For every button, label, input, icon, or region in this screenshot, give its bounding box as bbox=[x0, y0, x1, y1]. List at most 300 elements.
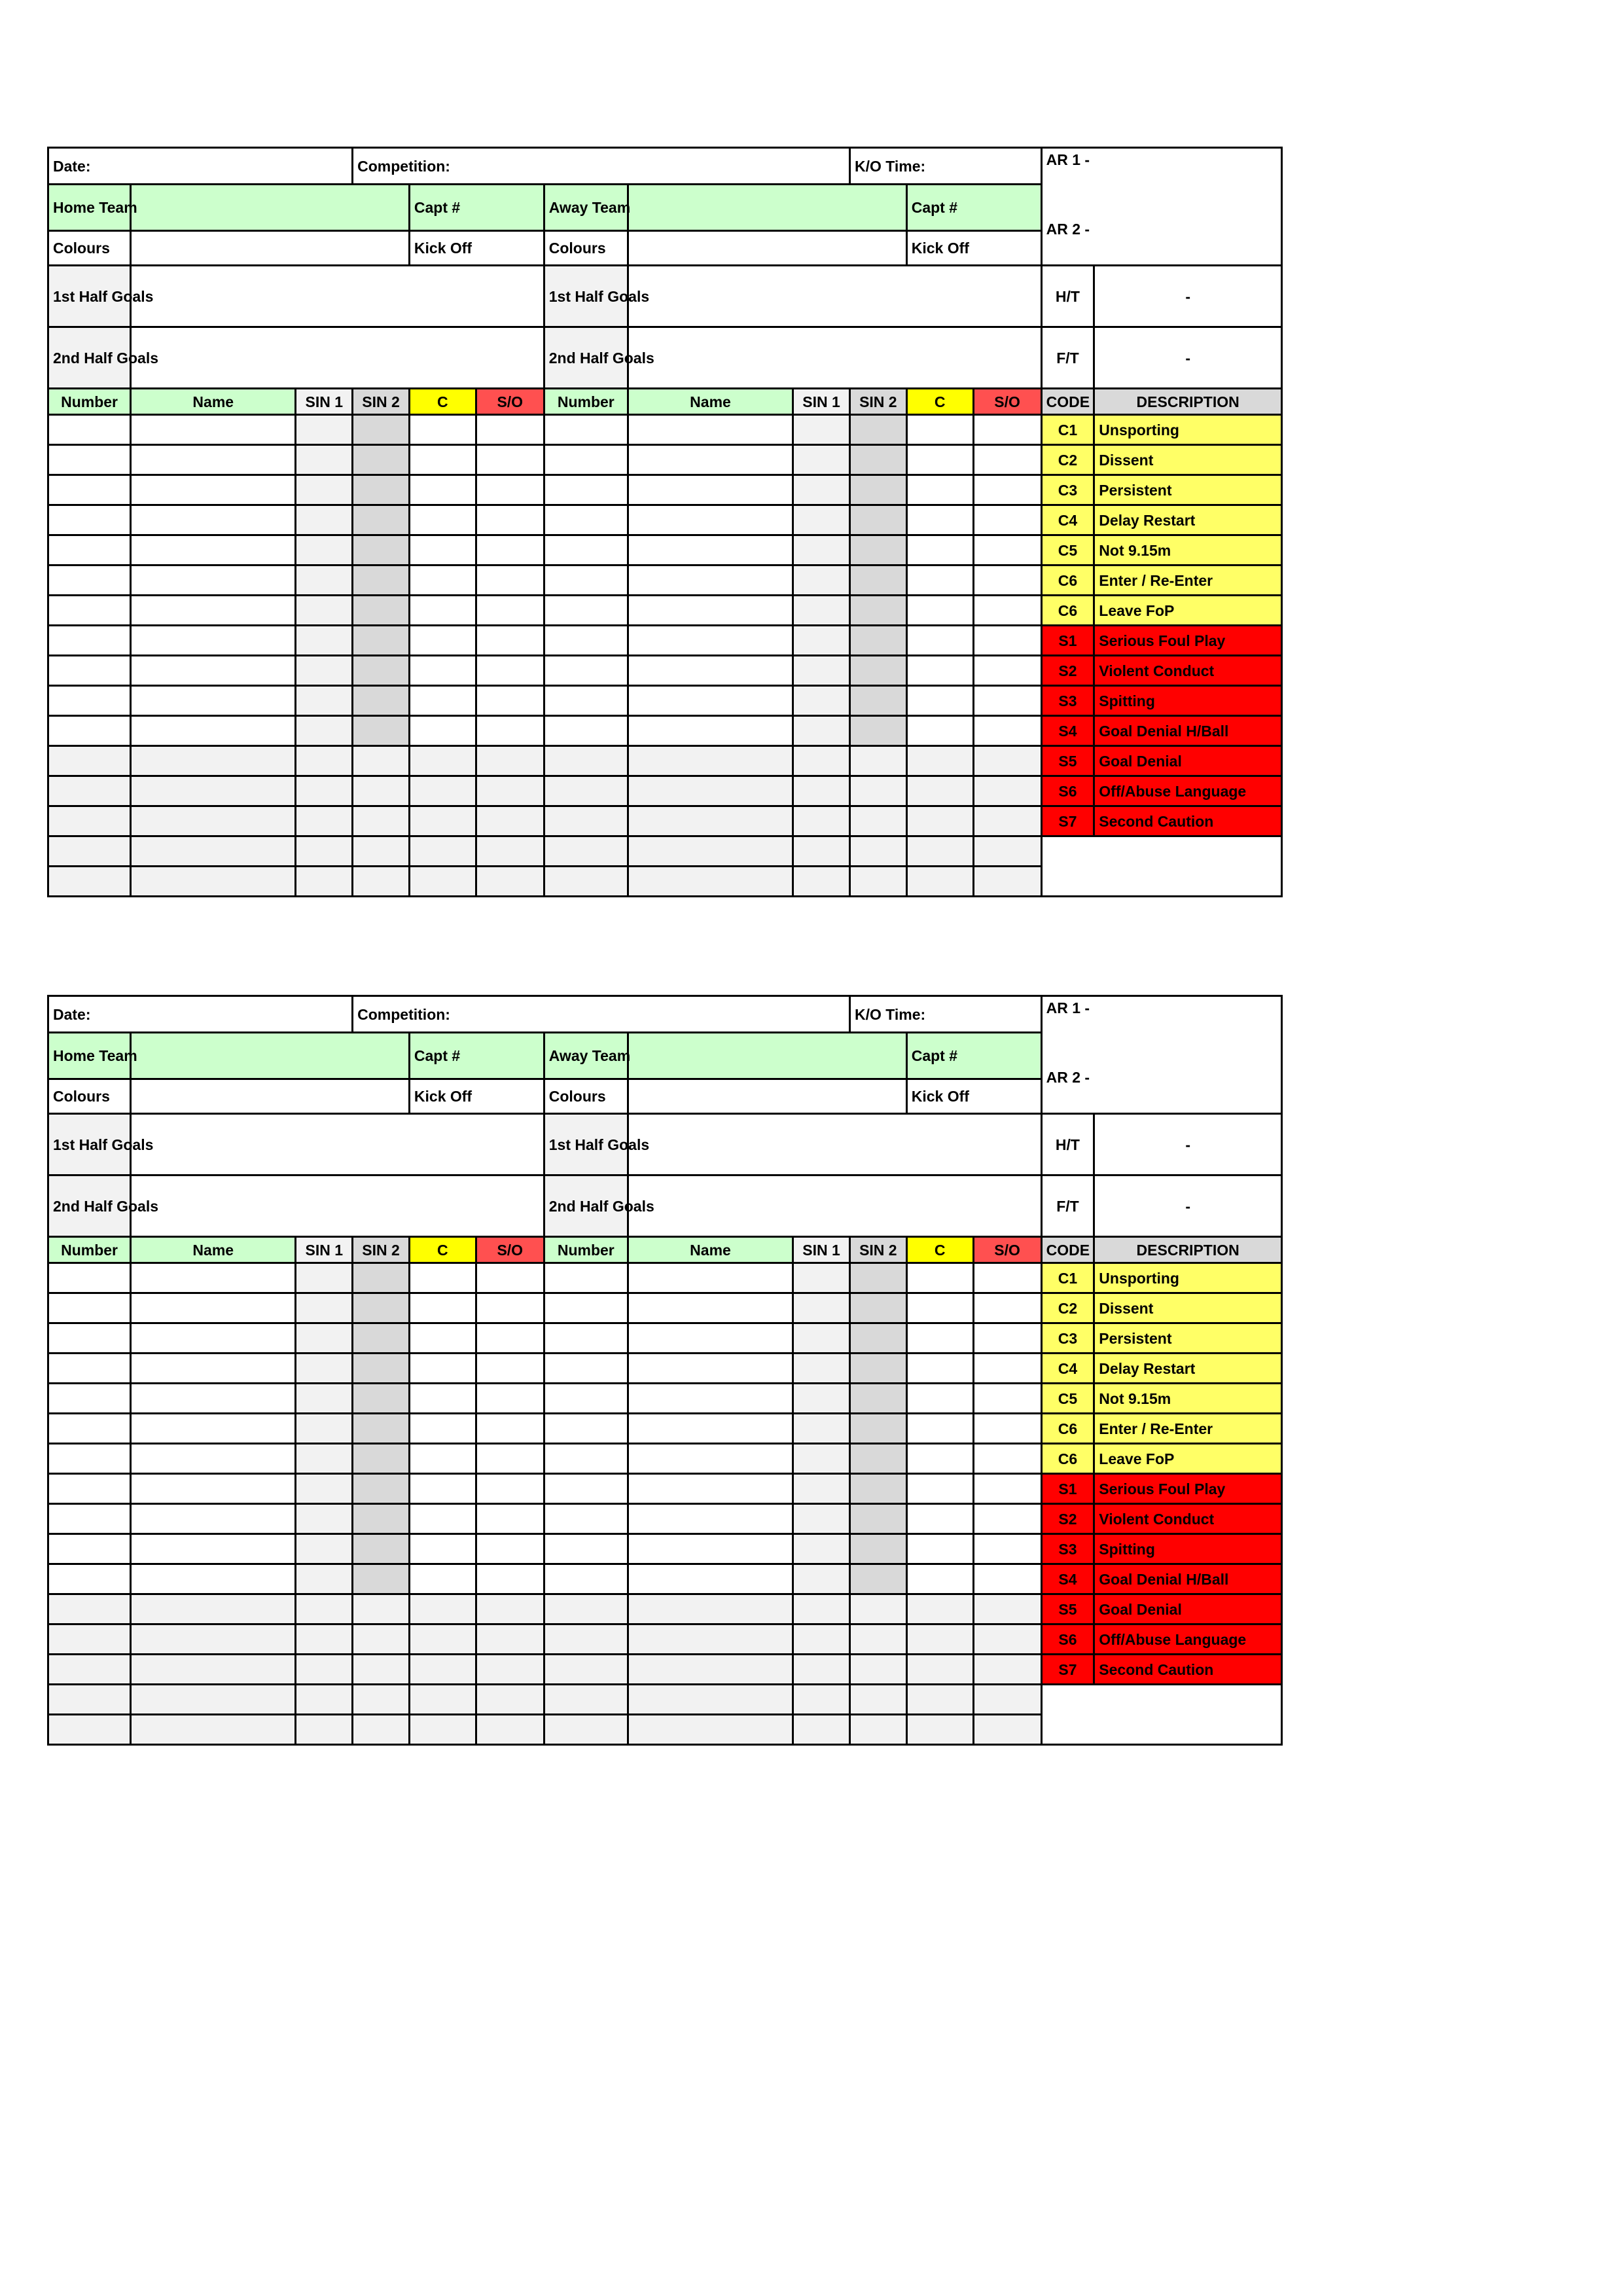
away-caution-cell[interactable] bbox=[906, 1504, 973, 1534]
away-sendoff-cell[interactable] bbox=[973, 716, 1041, 746]
home-sin2-cell[interactable] bbox=[353, 686, 410, 716]
home-sendoff-cell[interactable] bbox=[476, 1655, 544, 1685]
home-player-name-cell[interactable] bbox=[131, 1715, 296, 1745]
home-kick-off-label[interactable]: Kick Off bbox=[409, 231, 544, 266]
away-player-name-cell[interactable] bbox=[628, 596, 793, 626]
home-team-field[interactable] bbox=[131, 185, 410, 231]
away-sin2-cell[interactable] bbox=[849, 836, 906, 867]
home-sendoff-cell[interactable] bbox=[476, 1414, 544, 1444]
home-caution-cell[interactable] bbox=[409, 806, 476, 836]
home-caution-cell[interactable] bbox=[409, 686, 476, 716]
home-caution-cell[interactable] bbox=[409, 505, 476, 535]
home-player-number-cell[interactable] bbox=[48, 1323, 131, 1354]
away-sin1-cell[interactable] bbox=[793, 1354, 850, 1384]
away-player-name-cell[interactable] bbox=[628, 1655, 793, 1685]
home-sin2-cell[interactable] bbox=[353, 1384, 410, 1414]
home-sin1-cell[interactable] bbox=[296, 475, 353, 505]
home-sin2-cell[interactable] bbox=[353, 1414, 410, 1444]
home-player-name-cell[interactable] bbox=[131, 867, 296, 897]
home-sendoff-cell[interactable] bbox=[476, 505, 544, 535]
away-player-name-cell[interactable] bbox=[628, 1444, 793, 1474]
home-player-name-cell[interactable] bbox=[131, 1263, 296, 1293]
home-player-number-cell[interactable] bbox=[48, 1263, 131, 1293]
away-sendoff-cell[interactable] bbox=[973, 445, 1041, 475]
home-player-number-cell[interactable] bbox=[48, 445, 131, 475]
home-caution-cell[interactable] bbox=[409, 1685, 476, 1715]
home-sin2-cell[interactable] bbox=[353, 1534, 410, 1564]
away-sin2-cell[interactable] bbox=[849, 1504, 906, 1534]
away-player-number-cell[interactable] bbox=[544, 656, 628, 686]
home-sin2-cell[interactable] bbox=[353, 1293, 410, 1323]
away-sendoff-cell[interactable] bbox=[973, 746, 1041, 776]
away-sin1-cell[interactable] bbox=[793, 1685, 850, 1715]
away-player-number-cell[interactable] bbox=[544, 475, 628, 505]
home-capt-label[interactable]: Capt # bbox=[409, 185, 544, 231]
home-sin2-cell[interactable] bbox=[353, 1685, 410, 1715]
home-player-number-cell[interactable] bbox=[48, 1293, 131, 1323]
home-caution-cell[interactable] bbox=[409, 1594, 476, 1624]
ft-score[interactable]: - bbox=[1094, 1175, 1282, 1237]
away-sin1-cell[interactable] bbox=[793, 1384, 850, 1414]
away-player-number-cell[interactable] bbox=[544, 1624, 628, 1655]
away-sendoff-cell[interactable] bbox=[973, 1263, 1041, 1293]
home-sendoff-cell[interactable] bbox=[476, 1534, 544, 1564]
away-caution-cell[interactable] bbox=[906, 806, 973, 836]
away-player-number-cell[interactable] bbox=[544, 445, 628, 475]
home-sin2-cell[interactable] bbox=[353, 656, 410, 686]
home-player-number-cell[interactable] bbox=[48, 867, 131, 897]
away-sendoff-cell[interactable] bbox=[973, 1444, 1041, 1474]
home-sin2-cell[interactable] bbox=[353, 806, 410, 836]
home-sendoff-cell[interactable] bbox=[476, 686, 544, 716]
away-sin2-cell[interactable] bbox=[849, 445, 906, 475]
away-player-number-cell[interactable] bbox=[544, 596, 628, 626]
home-sin2-cell[interactable] bbox=[353, 475, 410, 505]
home-sin1-cell[interactable] bbox=[296, 596, 353, 626]
home-kick-off-label[interactable]: Kick Off bbox=[409, 1079, 544, 1114]
home-player-number-cell[interactable] bbox=[48, 836, 131, 867]
away-caution-cell[interactable] bbox=[906, 1354, 973, 1384]
home-player-number-cell[interactable] bbox=[48, 1534, 131, 1564]
home-sendoff-cell[interactable] bbox=[476, 1474, 544, 1504]
away-sin1-cell[interactable] bbox=[793, 806, 850, 836]
home-sin1-cell[interactable] bbox=[296, 1504, 353, 1534]
away-player-number-cell[interactable] bbox=[544, 1685, 628, 1715]
away-caution-cell[interactable] bbox=[906, 746, 973, 776]
home-caution-cell[interactable] bbox=[409, 1444, 476, 1474]
home-sin1-cell[interactable] bbox=[296, 1384, 353, 1414]
home-sin1-cell[interactable] bbox=[296, 505, 353, 535]
away-player-number-cell[interactable] bbox=[544, 1534, 628, 1564]
away-sendoff-cell[interactable] bbox=[973, 1655, 1041, 1685]
away-colours-field[interactable] bbox=[628, 1079, 906, 1114]
away-sin2-cell[interactable] bbox=[849, 1564, 906, 1594]
away-player-name-cell[interactable] bbox=[628, 505, 793, 535]
home-sendoff-cell[interactable] bbox=[476, 1354, 544, 1384]
home-player-number-cell[interactable] bbox=[48, 1474, 131, 1504]
away-player-number-cell[interactable] bbox=[544, 1564, 628, 1594]
away-player-name-cell[interactable] bbox=[628, 806, 793, 836]
assistant-referees-box[interactable] bbox=[1041, 148, 1281, 266]
away-caution-cell[interactable] bbox=[906, 716, 973, 746]
away-sin2-cell[interactable] bbox=[849, 1384, 906, 1414]
away-colours-field[interactable] bbox=[628, 231, 906, 266]
away-player-name-cell[interactable] bbox=[628, 1594, 793, 1624]
away-sin2-cell[interactable] bbox=[849, 505, 906, 535]
away-caution-cell[interactable] bbox=[906, 535, 973, 565]
away-sin1-cell[interactable] bbox=[793, 1444, 850, 1474]
away-caution-cell[interactable] bbox=[906, 1655, 973, 1685]
away-player-name-cell[interactable] bbox=[628, 1354, 793, 1384]
away-player-number-cell[interactable] bbox=[544, 716, 628, 746]
home-caution-cell[interactable] bbox=[409, 716, 476, 746]
home-sin2-cell[interactable] bbox=[353, 1263, 410, 1293]
away-player-number-cell[interactable] bbox=[544, 1354, 628, 1384]
away-player-name-cell[interactable] bbox=[628, 1414, 793, 1444]
home-sendoff-cell[interactable] bbox=[476, 475, 544, 505]
home-sin1-cell[interactable] bbox=[296, 1354, 353, 1384]
away-caution-cell[interactable] bbox=[906, 1444, 973, 1474]
home-player-number-cell[interactable] bbox=[48, 1685, 131, 1715]
home-sin1-cell[interactable] bbox=[296, 1564, 353, 1594]
home-player-number-cell[interactable] bbox=[48, 1444, 131, 1474]
home-sendoff-cell[interactable] bbox=[476, 1504, 544, 1534]
away-player-number-cell[interactable] bbox=[544, 836, 628, 867]
home-sin1-cell[interactable] bbox=[296, 1624, 353, 1655]
home-player-number-cell[interactable] bbox=[48, 505, 131, 535]
home-sin1-cell[interactable] bbox=[296, 535, 353, 565]
away-sin2-cell[interactable] bbox=[849, 1534, 906, 1564]
home-second-half-goals-field[interactable] bbox=[131, 1175, 544, 1237]
home-caution-cell[interactable] bbox=[409, 1293, 476, 1323]
away-caution-cell[interactable] bbox=[906, 1534, 973, 1564]
home-player-name-cell[interactable] bbox=[131, 535, 296, 565]
home-sin1-cell[interactable] bbox=[296, 1655, 353, 1685]
away-player-number-cell[interactable] bbox=[544, 565, 628, 596]
away-player-number-cell[interactable] bbox=[544, 1414, 628, 1444]
home-capt-label[interactable]: Capt # bbox=[409, 1033, 544, 1079]
away-sendoff-cell[interactable] bbox=[973, 1534, 1041, 1564]
away-player-number-cell[interactable] bbox=[544, 686, 628, 716]
home-sendoff-cell[interactable] bbox=[476, 1323, 544, 1354]
away-player-number-cell[interactable] bbox=[544, 1384, 628, 1414]
home-player-name-cell[interactable] bbox=[131, 1474, 296, 1504]
home-sendoff-cell[interactable] bbox=[476, 867, 544, 897]
away-sin1-cell[interactable] bbox=[793, 1624, 850, 1655]
home-sin1-cell[interactable] bbox=[296, 1293, 353, 1323]
home-sin1-cell[interactable] bbox=[296, 686, 353, 716]
away-sendoff-cell[interactable] bbox=[973, 596, 1041, 626]
home-player-name-cell[interactable] bbox=[131, 1444, 296, 1474]
away-player-name-cell[interactable] bbox=[628, 1384, 793, 1414]
away-kick-off-label[interactable]: Kick Off bbox=[906, 1079, 1041, 1114]
away-sendoff-cell[interactable] bbox=[973, 686, 1041, 716]
away-sin2-cell[interactable] bbox=[849, 1263, 906, 1293]
home-sin1-cell[interactable] bbox=[296, 1594, 353, 1624]
home-sendoff-cell[interactable] bbox=[476, 1685, 544, 1715]
home-caution-cell[interactable] bbox=[409, 475, 476, 505]
home-sendoff-cell[interactable] bbox=[476, 415, 544, 445]
away-sin1-cell[interactable] bbox=[793, 535, 850, 565]
away-sin2-cell[interactable] bbox=[849, 806, 906, 836]
away-sin1-cell[interactable] bbox=[793, 746, 850, 776]
away-second-half-goals-field[interactable] bbox=[628, 1175, 1041, 1237]
home-caution-cell[interactable] bbox=[409, 1474, 476, 1504]
away-sin1-cell[interactable] bbox=[793, 716, 850, 746]
away-sin1-cell[interactable] bbox=[793, 475, 850, 505]
away-sin1-cell[interactable] bbox=[793, 1594, 850, 1624]
away-sendoff-cell[interactable] bbox=[973, 1624, 1041, 1655]
away-sin2-cell[interactable] bbox=[849, 746, 906, 776]
home-player-name-cell[interactable] bbox=[131, 1594, 296, 1624]
away-sin1-cell[interactable] bbox=[793, 1564, 850, 1594]
away-player-number-cell[interactable] bbox=[544, 1655, 628, 1685]
away-sin1-cell[interactable] bbox=[793, 1263, 850, 1293]
away-player-name-cell[interactable] bbox=[628, 1263, 793, 1293]
home-player-name-cell[interactable] bbox=[131, 1293, 296, 1323]
home-sin2-cell[interactable] bbox=[353, 1564, 410, 1594]
home-sin1-cell[interactable] bbox=[296, 806, 353, 836]
away-sin1-cell[interactable] bbox=[793, 596, 850, 626]
away-sin2-cell[interactable] bbox=[849, 1414, 906, 1444]
home-sin2-cell[interactable] bbox=[353, 1444, 410, 1474]
home-player-number-cell[interactable] bbox=[48, 535, 131, 565]
home-player-number-cell[interactable] bbox=[48, 1414, 131, 1444]
away-sendoff-cell[interactable] bbox=[973, 415, 1041, 445]
away-sin2-cell[interactable] bbox=[849, 1715, 906, 1745]
home-sin1-cell[interactable] bbox=[296, 1534, 353, 1564]
away-sin1-cell[interactable] bbox=[793, 626, 850, 656]
away-player-number-cell[interactable] bbox=[544, 1263, 628, 1293]
home-player-name-cell[interactable] bbox=[131, 1534, 296, 1564]
away-sendoff-cell[interactable] bbox=[973, 1504, 1041, 1534]
away-sin2-cell[interactable] bbox=[849, 1323, 906, 1354]
home-player-number-cell[interactable] bbox=[48, 1564, 131, 1594]
home-caution-cell[interactable] bbox=[409, 1354, 476, 1384]
home-sin2-cell[interactable] bbox=[353, 716, 410, 746]
home-player-name-cell[interactable] bbox=[131, 686, 296, 716]
home-player-name-cell[interactable] bbox=[131, 1685, 296, 1715]
home-sin1-cell[interactable] bbox=[296, 1444, 353, 1474]
home-player-name-cell[interactable] bbox=[131, 505, 296, 535]
away-sendoff-cell[interactable] bbox=[973, 1414, 1041, 1444]
home-player-name-cell[interactable] bbox=[131, 716, 296, 746]
home-sendoff-cell[interactable] bbox=[476, 1715, 544, 1745]
away-sin2-cell[interactable] bbox=[849, 1655, 906, 1685]
away-sendoff-cell[interactable] bbox=[973, 1474, 1041, 1504]
home-sendoff-cell[interactable] bbox=[476, 1594, 544, 1624]
away-sin2-cell[interactable] bbox=[849, 1624, 906, 1655]
away-player-name-cell[interactable] bbox=[628, 535, 793, 565]
home-player-name-cell[interactable] bbox=[131, 1384, 296, 1414]
home-sin1-cell[interactable] bbox=[296, 1323, 353, 1354]
away-player-name-cell[interactable] bbox=[628, 475, 793, 505]
away-sin1-cell[interactable] bbox=[793, 656, 850, 686]
away-player-number-cell[interactable] bbox=[544, 806, 628, 836]
home-caution-cell[interactable] bbox=[409, 1384, 476, 1414]
home-player-name-cell[interactable] bbox=[131, 1504, 296, 1534]
home-sin2-cell[interactable] bbox=[353, 1323, 410, 1354]
away-player-name-cell[interactable] bbox=[628, 1293, 793, 1323]
away-sin1-cell[interactable] bbox=[793, 565, 850, 596]
away-caution-cell[interactable] bbox=[906, 1685, 973, 1715]
home-player-number-cell[interactable] bbox=[48, 1504, 131, 1534]
home-sin1-cell[interactable] bbox=[296, 776, 353, 806]
home-sin2-cell[interactable] bbox=[353, 1474, 410, 1504]
away-caution-cell[interactable] bbox=[906, 686, 973, 716]
home-caution-cell[interactable] bbox=[409, 776, 476, 806]
home-player-number-cell[interactable] bbox=[48, 806, 131, 836]
home-sendoff-cell[interactable] bbox=[476, 1624, 544, 1655]
competition-label[interactable]: Competition: bbox=[353, 148, 850, 185]
home-sin2-cell[interactable] bbox=[353, 626, 410, 656]
home-player-number-cell[interactable] bbox=[48, 1624, 131, 1655]
home-sin1-cell[interactable] bbox=[296, 1414, 353, 1444]
home-caution-cell[interactable] bbox=[409, 1414, 476, 1444]
home-caution-cell[interactable] bbox=[409, 445, 476, 475]
away-player-number-cell[interactable] bbox=[544, 1293, 628, 1323]
home-sin2-cell[interactable] bbox=[353, 415, 410, 445]
home-caution-cell[interactable] bbox=[409, 1624, 476, 1655]
home-player-name-cell[interactable] bbox=[131, 475, 296, 505]
home-player-number-cell[interactable] bbox=[48, 1354, 131, 1384]
away-caution-cell[interactable] bbox=[906, 475, 973, 505]
home-player-name-cell[interactable] bbox=[131, 565, 296, 596]
home-player-name-cell[interactable] bbox=[131, 776, 296, 806]
away-player-name-cell[interactable] bbox=[628, 686, 793, 716]
home-sin1-cell[interactable] bbox=[296, 1685, 353, 1715]
home-player-name-cell[interactable] bbox=[131, 1624, 296, 1655]
away-sin1-cell[interactable] bbox=[793, 415, 850, 445]
away-sin2-cell[interactable] bbox=[849, 867, 906, 897]
home-player-number-cell[interactable] bbox=[48, 626, 131, 656]
away-player-name-cell[interactable] bbox=[628, 776, 793, 806]
competition-label[interactable]: Competition: bbox=[353, 996, 850, 1033]
home-sin2-cell[interactable] bbox=[353, 867, 410, 897]
away-caution-cell[interactable] bbox=[906, 1624, 973, 1655]
home-sin2-cell[interactable] bbox=[353, 565, 410, 596]
home-sin2-cell[interactable] bbox=[353, 535, 410, 565]
away-caution-cell[interactable] bbox=[906, 1414, 973, 1444]
notes-box[interactable] bbox=[1041, 1685, 1281, 1745]
home-player-name-cell[interactable] bbox=[131, 1354, 296, 1384]
home-caution-cell[interactable] bbox=[409, 1655, 476, 1685]
away-caution-cell[interactable] bbox=[906, 445, 973, 475]
away-sendoff-cell[interactable] bbox=[973, 626, 1041, 656]
home-caution-cell[interactable] bbox=[409, 1323, 476, 1354]
home-sin1-cell[interactable] bbox=[296, 1474, 353, 1504]
away-capt-label[interactable]: Capt # bbox=[906, 185, 1041, 231]
home-caution-cell[interactable] bbox=[409, 596, 476, 626]
away-caution-cell[interactable] bbox=[906, 1384, 973, 1414]
home-sin2-cell[interactable] bbox=[353, 1624, 410, 1655]
away-player-name-cell[interactable] bbox=[628, 1323, 793, 1354]
ko-time-label[interactable]: K/O Time: bbox=[849, 148, 1041, 185]
away-sendoff-cell[interactable] bbox=[973, 505, 1041, 535]
home-caution-cell[interactable] bbox=[409, 415, 476, 445]
away-sendoff-cell[interactable] bbox=[973, 836, 1041, 867]
home-player-name-cell[interactable] bbox=[131, 836, 296, 867]
away-player-number-cell[interactable] bbox=[544, 1474, 628, 1504]
away-sendoff-cell[interactable] bbox=[973, 1564, 1041, 1594]
home-sin1-cell[interactable] bbox=[296, 867, 353, 897]
away-second-half-goals-field[interactable] bbox=[628, 327, 1041, 389]
assistant-referees-box[interactable] bbox=[1041, 996, 1281, 1114]
away-sin1-cell[interactable] bbox=[793, 867, 850, 897]
away-first-half-goals-field[interactable] bbox=[628, 266, 1041, 327]
away-sin1-cell[interactable] bbox=[793, 445, 850, 475]
home-colours-field[interactable] bbox=[131, 231, 410, 266]
away-player-number-cell[interactable] bbox=[544, 535, 628, 565]
away-player-number-cell[interactable] bbox=[544, 1594, 628, 1624]
away-player-name-cell[interactable] bbox=[628, 716, 793, 746]
ht-score[interactable]: - bbox=[1094, 266, 1282, 327]
home-player-number-cell[interactable] bbox=[48, 686, 131, 716]
home-team-field[interactable] bbox=[131, 1033, 410, 1079]
home-player-number-cell[interactable] bbox=[48, 596, 131, 626]
away-sin2-cell[interactable] bbox=[849, 1594, 906, 1624]
away-sin1-cell[interactable] bbox=[793, 836, 850, 867]
ko-time-label[interactable]: K/O Time: bbox=[849, 996, 1041, 1033]
away-sin2-cell[interactable] bbox=[849, 565, 906, 596]
away-sendoff-cell[interactable] bbox=[973, 1685, 1041, 1715]
away-player-number-cell[interactable] bbox=[544, 1444, 628, 1474]
home-player-number-cell[interactable] bbox=[48, 1384, 131, 1414]
home-player-name-cell[interactable] bbox=[131, 415, 296, 445]
away-caution-cell[interactable] bbox=[906, 565, 973, 596]
home-caution-cell[interactable] bbox=[409, 746, 476, 776]
away-sin1-cell[interactable] bbox=[793, 1293, 850, 1323]
away-sendoff-cell[interactable] bbox=[973, 1594, 1041, 1624]
home-sin2-cell[interactable] bbox=[353, 596, 410, 626]
away-sin1-cell[interactable] bbox=[793, 1504, 850, 1534]
home-caution-cell[interactable] bbox=[409, 565, 476, 596]
home-player-name-cell[interactable] bbox=[131, 746, 296, 776]
away-player-number-cell[interactable] bbox=[544, 415, 628, 445]
away-player-name-cell[interactable] bbox=[628, 746, 793, 776]
away-player-name-cell[interactable] bbox=[628, 1534, 793, 1564]
away-sin1-cell[interactable] bbox=[793, 1414, 850, 1444]
home-caution-cell[interactable] bbox=[409, 1564, 476, 1594]
home-player-name-cell[interactable] bbox=[131, 656, 296, 686]
home-sin1-cell[interactable] bbox=[296, 716, 353, 746]
home-player-number-cell[interactable] bbox=[48, 656, 131, 686]
away-player-name-cell[interactable] bbox=[628, 1685, 793, 1715]
home-player-number-cell[interactable] bbox=[48, 415, 131, 445]
away-sin2-cell[interactable] bbox=[849, 1474, 906, 1504]
away-sin2-cell[interactable] bbox=[849, 1354, 906, 1384]
away-sin1-cell[interactable] bbox=[793, 686, 850, 716]
away-sendoff-cell[interactable] bbox=[973, 656, 1041, 686]
home-player-number-cell[interactable] bbox=[48, 565, 131, 596]
home-sin1-cell[interactable] bbox=[296, 565, 353, 596]
home-caution-cell[interactable] bbox=[409, 1715, 476, 1745]
away-caution-cell[interactable] bbox=[906, 1564, 973, 1594]
home-sin2-cell[interactable] bbox=[353, 746, 410, 776]
away-player-name-cell[interactable] bbox=[628, 836, 793, 867]
home-sendoff-cell[interactable] bbox=[476, 1564, 544, 1594]
away-caution-cell[interactable] bbox=[906, 1474, 973, 1504]
date-label[interactable]: Date: bbox=[48, 996, 353, 1033]
home-sendoff-cell[interactable] bbox=[476, 565, 544, 596]
away-player-name-cell[interactable] bbox=[628, 656, 793, 686]
home-player-number-cell[interactable] bbox=[48, 776, 131, 806]
away-kick-off-label[interactable]: Kick Off bbox=[906, 231, 1041, 266]
home-sin2-cell[interactable] bbox=[353, 1354, 410, 1384]
home-sin2-cell[interactable] bbox=[353, 1594, 410, 1624]
away-player-name-cell[interactable] bbox=[628, 445, 793, 475]
home-player-number-cell[interactable] bbox=[48, 746, 131, 776]
